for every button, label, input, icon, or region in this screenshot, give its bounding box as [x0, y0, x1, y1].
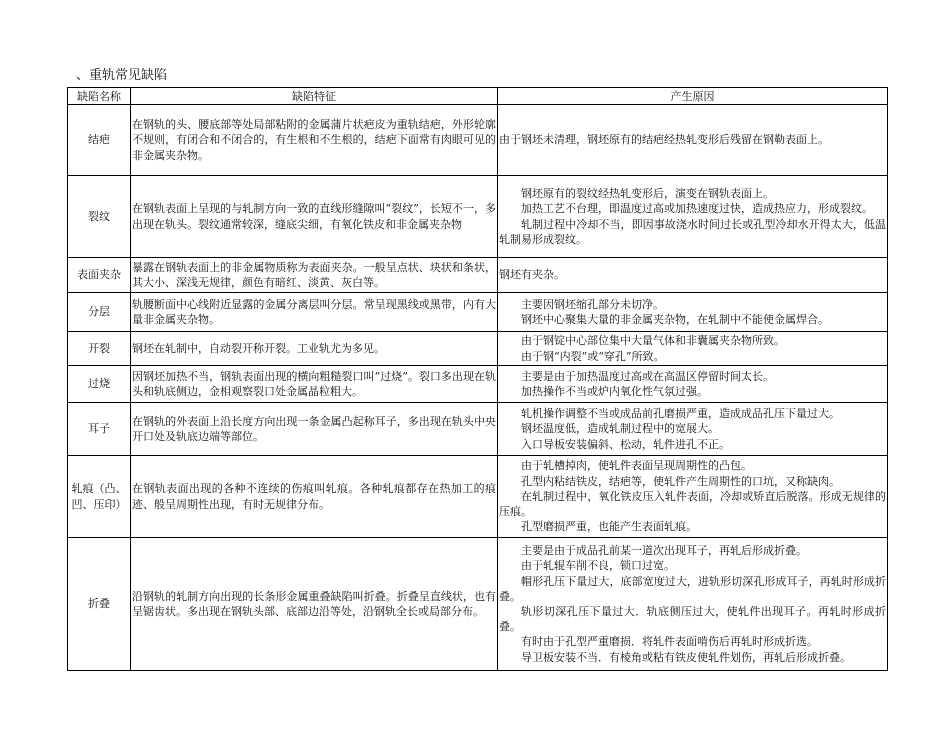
defect-cause — [498, 176, 888, 258]
defect-cause — [498, 258, 888, 293]
defect-feature: 在钢轨的外表面上沿长度方向出现一条金属凸起称耳子，多出现在轨头中央开口处及轨底边端等部位。 — [131, 403, 498, 456]
defect-name: 轧痕（凸、凹、压印） — [68, 456, 131, 538]
cause-line: 主要因钢坯缩孔部分未切净。 — [521, 297, 664, 311]
page-title: 、重轨常见缺陷 — [76, 68, 168, 83]
defect-cause — [498, 366, 888, 403]
table-row — [68, 258, 888, 293]
defect-feature: 钢坯在轧制中，自动裂开称开裂。工业轨尤为多见。 — [131, 332, 498, 366]
cause-line: 轧制过程中冷却不当，即因事故浇水时间过长或孔型冷却水开得太大，低温轧制易形成裂纹。 — [499, 217, 886, 246]
table-row — [68, 293, 888, 332]
defect-name: 裂纹 — [68, 176, 131, 258]
cause-line: 加热操作不当或炉内氧化性气氛过强。 — [521, 385, 708, 398]
cause-line: 轧机操作调整不当或成品前孔磨损严重，造成成品孔压下量过大。 — [521, 407, 840, 421]
defect-cause — [498, 538, 888, 671]
table-row — [68, 176, 888, 258]
defect-feature: 因钢坯加热不当，钢轨表面出现的横向粗糙裂口叫“过烧”。裂口多出现在轨头和轨底侧边，金相观察裂口处金属晶粒粗大。 — [131, 366, 498, 403]
cause-line: 由于钢“内裂”或“穿孔”所致。 — [521, 349, 665, 363]
cause-line: 帽形孔压下量过大，底部宽度过大，进轨形切深孔形成耳子，再轧时形成折叠。 — [499, 574, 886, 603]
defect-name: 结疤 — [68, 105, 131, 176]
defect-name: 过烧 — [68, 366, 131, 403]
header-defect-feature: 缺陷特征 — [131, 88, 498, 105]
cause-line: 有时由于孔型严重磨损．将轧件表面啃伤后再轧时形成折选。 — [521, 635, 818, 649]
table-row — [68, 456, 888, 538]
defect-cause — [498, 105, 888, 176]
table-header-row — [68, 88, 888, 105]
cause-line: 由于轧辊车削不良，锁口过宽。 — [521, 559, 675, 573]
header-defect-cause: 产生原因 — [498, 88, 888, 105]
defect-feature: 暴露在钢轨表面上的非金属物质称为表面夹杂。一般呈点状、块状和条状，其大小、深浅无规律，颜色有暗红、淡黄、灰白等。 — [131, 258, 498, 293]
defect-feature: 在钢轨表面出现的各种不连续的伤痕叫轧痕。各种轧痕都存在热加工的痕迹、般呈周期性出现，有时无规律分布。 — [131, 456, 498, 538]
defect-feature: 轨腰断面中心线附近显露的金属分离层叫分层。常呈现黑线或黑带，内有大量非金属夹杂物。 — [131, 293, 498, 332]
cause-line: 钢坯有夹杂。 — [499, 268, 565, 282]
defect-name: 表面夹杂 — [68, 258, 131, 293]
table-row — [68, 403, 888, 456]
cause-line: 在轧制过程中，氧化铁皮压入轧件表面，冷却或矫直后脱落。形成无规律的压痕。 — [499, 489, 886, 519]
cause-line: 钢坯温度低，造成轧制过程中的宽展大。 — [521, 422, 719, 436]
defect-name: 分层 — [68, 293, 131, 332]
cause-line: 由于钢坯未清理，钢坯原有的结疤经热轧变形后残留在钢勒表面上。 — [499, 133, 829, 147]
defect-cause — [498, 403, 888, 456]
defect-name: 折叠 — [68, 538, 131, 671]
defect-name: 开裂 — [68, 332, 131, 366]
defect-feature: 在钢轨的头、腰底部等处局部粘附的金属蒲片状疤皮为重轨结疤，外形轮廓不规则，有闭合和不闭合的，有生根和不生根的，结疤下面常有肉眼可见的非金属夹杂物。 — [131, 105, 498, 176]
defect-cause — [498, 293, 888, 332]
defects-table — [67, 87, 888, 671]
cause-line: 主要是由于成品孔前某一道次出现耳子，再轧后形成折叠。 — [521, 544, 807, 558]
defect-cause — [498, 456, 888, 538]
defect-name: 耳子 — [68, 403, 131, 456]
cause-line: 钢坯原有的裂纹经热轧变形后，演变在钢轨表面上。 — [521, 187, 774, 201]
cause-line: 加热工艺不台理，即温度过高或加热速度过快，造成热应力，形成裂纹。 — [521, 202, 873, 216]
table-row — [68, 538, 888, 671]
cause-line: 入口导板安装偏斜、松动，轧件进孔不正。 — [521, 437, 730, 451]
cause-line: 导卫板安装不当．有棱角或粘有铁皮使轧件划伤，再轧后形成折叠。 — [521, 650, 851, 664]
cause-line: 由于轧槽掉肉，使轧件表面呈现周期性的凸包。 — [521, 459, 752, 473]
cause-line: 孔型内粘结铁皮，结疤等，使轧件产生周期性的口坑，又称缺肉。 — [521, 474, 840, 488]
defect-feature: 在钢轨表面上呈现的与轧制方向一致的直线形缝隙叫“裂纹”，长短不一，多出现在轨头。裂纹通常较深，缝底尖细，有氧化铁皮和非金属夹杂物 — [131, 176, 498, 258]
defect-cause — [498, 332, 888, 366]
cause-line: 主要是由于加热温度过高或在高温区停留时间太长。 — [521, 369, 774, 383]
cause-line: 轨形切深孔压下量过大．轨底侧压过大，使轧件出现耳子。再轧时形成折叠。 — [499, 605, 886, 634]
cause-line: 由于钢锭中心部位集中大量气体和非囊属夹杂物所致。 — [521, 334, 785, 348]
table-row — [68, 366, 888, 403]
cause-line: 钢坯中心聚集大量的非金属夹杂物，在轧制中不能使金属焊合。 — [521, 313, 829, 326]
header-defect-name: 缺陷名称 — [68, 88, 131, 105]
cause-line: 孔型磨损严重，也能产生表面轧痕。 — [521, 520, 697, 534]
defect-feature: 沿钢轨的轧制方向出现的长条形金属重叠缺陷叫折叠。折叠呈直线状，也有呈锯齿状。多出现在钢轨头部、底部边沿等处，沿钢轨全长或局部分布。 — [131, 538, 498, 671]
table-row — [68, 105, 888, 176]
table-row — [68, 332, 888, 366]
